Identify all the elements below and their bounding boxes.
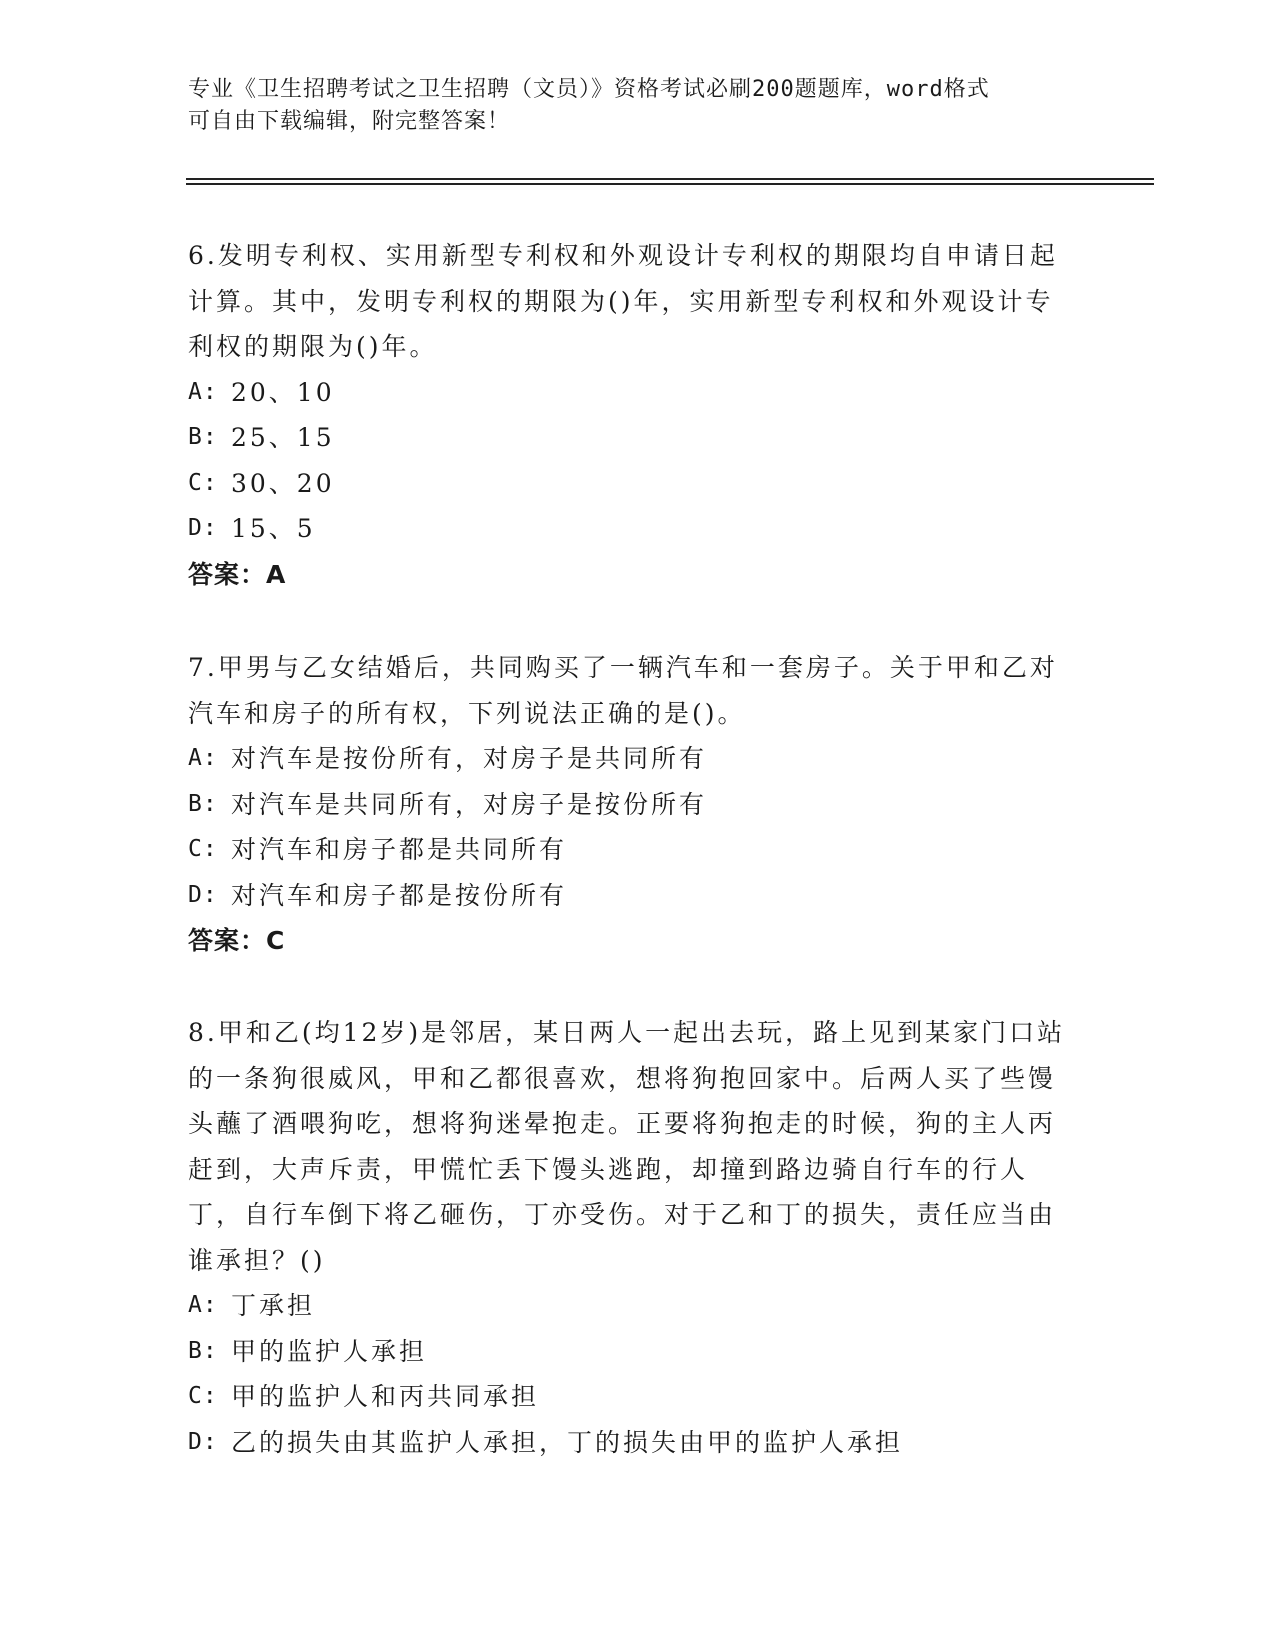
option-text: 20、10 [231, 377, 335, 407]
header-divider-top [186, 178, 1154, 180]
option-key: D: [188, 881, 218, 908]
option-text: 对汽车和房子都是共同所有 [231, 835, 568, 864]
header-line-2: 可自由下载编辑，附完整答案！ [188, 109, 511, 134]
header-line-1: 专业《卫生招聘考试之卫生招聘（文员）》资格考试必刷200题题库，word格式 [188, 77, 990, 102]
option-c [188, 461, 1068, 507]
question-stem: 8.甲和乙(均12岁)是邻居，某日两人一起出去玩，路上见到某家门口站的一条狗很威风，甲和乙都很喜欢，想将狗抱回家中。后两人买了些馒头蘸了酒喂狗吃，想将狗迷晕抱走。正要将狗抱走的时候，狗的主人丙赶到，大声斥责，甲慌忙丢下馒头逃跑，却撞到路边骑自行车的行人丁，自行车倒下将乙砸伤，丁亦受伤。对于乙和丁的损失，责任应当由谁承担？() [188, 1018, 1066, 1275]
option-key: A: [188, 1292, 218, 1318]
option-text: 30、20 [231, 468, 335, 498]
option-a [188, 370, 1068, 416]
option-key: B: [188, 790, 218, 817]
option-text: 甲的监护人和丙共同承担 [231, 1382, 540, 1411]
option-key: D: [188, 1428, 218, 1455]
option-b [188, 1329, 1068, 1375]
option-c [188, 1374, 1068, 1420]
option-text: 对汽车是按份所有，对房子是共同所有 [231, 744, 708, 773]
option-d [188, 873, 1068, 919]
option-key: C: [188, 1383, 218, 1409]
document-header [188, 74, 1068, 138]
option-text: 15、5 [231, 514, 316, 543]
option-a [188, 736, 1068, 782]
option-text: 对汽车是共同所有，对房子是按份所有 [231, 789, 708, 819]
option-text: 对汽车和房子都是按份所有 [231, 880, 568, 910]
answer-line [188, 552, 1068, 598]
answer-value: A [266, 559, 287, 589]
question-8 [188, 1010, 1068, 1465]
option-key: C: [188, 836, 218, 862]
option-b [188, 782, 1068, 828]
option-text: 乙的损失由其监护人承担，丁的损失由甲的监护人承担 [231, 1427, 904, 1457]
option-c [188, 827, 1068, 873]
option-key: C: [188, 469, 218, 496]
question-stem: 7.甲男与乙女结婚后，共同购买了一辆汽车和一套房子。关于甲和乙对汽车和房子的所有权，下列说法正确的是()。 [188, 653, 1058, 728]
question-7 [188, 645, 1068, 964]
answer-label: 答案： [188, 926, 267, 955]
answer-label: 答案： [188, 559, 267, 589]
option-key: A: [188, 745, 218, 771]
option-b [188, 415, 1068, 461]
option-key: B: [188, 1337, 218, 1364]
option-key: D: [188, 515, 218, 541]
question-stem: 6.发明专利权、实用新型专利权和外观设计专利权的期限均自申请日起计算。其中，发明专利权的期限为()年，实用新型专利权和外观设计专利权的期限为()年。 [188, 241, 1058, 361]
answer-value: C [266, 926, 286, 955]
option-key: B: [188, 424, 218, 450]
option-d [188, 506, 1068, 552]
option-text: 甲的监护人承担 [231, 1336, 428, 1366]
option-text: 25、15 [231, 423, 335, 452]
option-d [188, 1420, 1068, 1466]
answer-line [188, 918, 1068, 964]
option-a [188, 1283, 1068, 1329]
option-text: 丁承担 [231, 1291, 316, 1320]
header-divider-bottom [186, 183, 1154, 185]
option-key: A: [188, 378, 218, 405]
question-6 [188, 233, 1068, 597]
